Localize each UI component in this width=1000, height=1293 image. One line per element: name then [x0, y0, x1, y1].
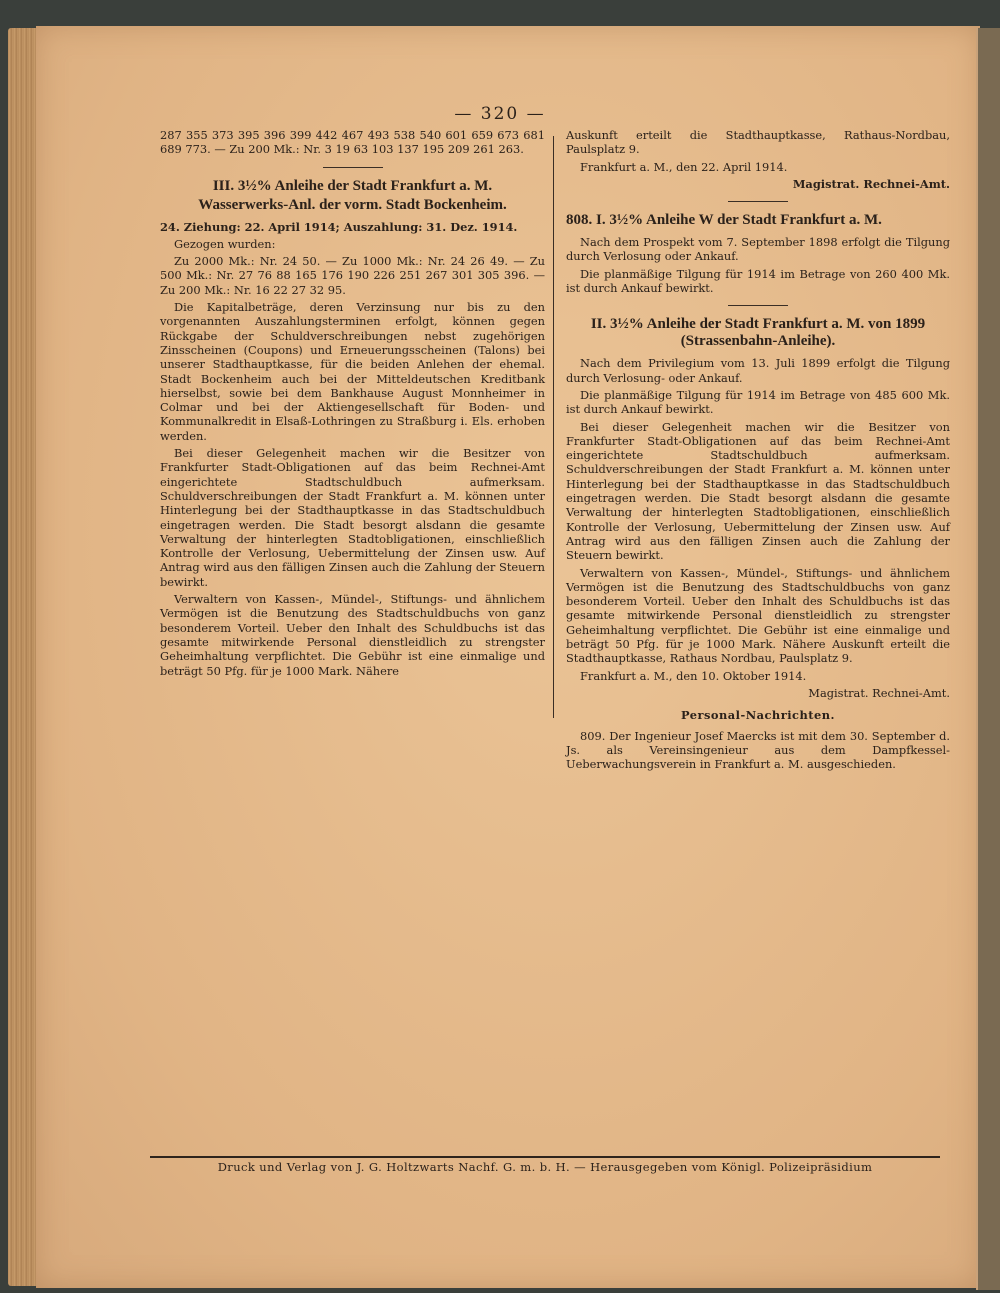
page-number: — 320 —	[454, 104, 546, 124]
gezogen-label: Gezogen wurden:	[174, 236, 276, 251]
paragraph: Bei dieser Gelegenheit machen wir die Besitzer von Frankfurter Stadt-Obligationen auf das beim Rechnei-Amt eingerichtete Stadtschuldbuch aufmerksam. Schuldverschreibungen der Stadt Frankfurt a. M. können unter Hinterlegung bei der Stadthauptkasse in das Stadtschuldbuch eingetragen werden. Die Stadt besorgt alsdann die gesamte Verwaltung der hinterlegten Stadtobligationen, einschließlich Kontrolle der Verlosung, Uebermittelung der Zinsen usw. Auf Antrag wird aus den fälligen Zinsen auch die Zahlung der Steuern bewirkt.	[566, 419, 950, 563]
paragraph: 809. Der Ingenieur Josef Maercks ist mit dem 30. September d. Js. als Vereinsingenieur aus dem Dampfkessel-Ueberwachungsverein in Frankfurt a. M. ausgeschieden.	[566, 728, 950, 772]
paragraph: Die planmäßige Tilgung für 1914 im Betrage von 260 400 Mk. ist durch Ankauf bewirkt.	[566, 266, 950, 296]
continuation-text: Auskunft erteilt die Stadthauptkasse, Rathaus-Nordbau, Paulsplatz 9.	[566, 128, 950, 157]
paragraph: Nach dem Prospekt vom 7. September 1898 erfolgt die Tilgung durch Verlosung oder Ankauf.	[566, 235, 950, 264]
paragraph: Die planmäßige Tilgung für 1914 im Betrage von 485 600 Mk. ist durch Ankauf bewirkt.	[566, 387, 950, 417]
paragraph: Verwaltern von Kassen-, Mündel-, Stiftungs- und ähnlichem Vermögen ist die Benutzung des Stadtschuldbuchs von ganz besonderem Vorteil. Ueber den Inhalt des Schuldbuchs ist das gesamte mitwirkende Personal dienstleidlich zu strengster Geheimhaltung verpflichtet. Die Gebühr ist eine einmalige und beträgt 50 Pfg. für je 1000 Mark. Nähere	[160, 592, 545, 678]
short-divider	[728, 201, 788, 202]
signature: Magistrat. Rechnei-Amt.	[808, 685, 950, 700]
drawn-numbers: Zu 2000 Mk.: Nr. 24 50. — Zu 1000 Mk.: Nr. 24 26 49. — Zu 500 Mk.: Nr. 27 76 88 165 176 190 226 251 267 301 305 396. — Zu 200 Mk.: Nr. 16 22 27 32 95.	[160, 254, 545, 297]
footer-rule	[150, 1156, 940, 1158]
right-column	[566, 128, 950, 774]
paragraph: Nach dem Privilegium vom 13. Juli 1899 erfolgt die Tilgung durch Verlosung- oder Ankauf.	[566, 356, 950, 385]
number-list: 287 355 373 395 396 399 442 467 493 538 540 601 659 673 681 689 773. — Zu 200 Mk.: Nr. 3 19 63 103 137 195 209 261 263.	[160, 128, 545, 157]
signature: Magistrat. Rechnei-Amt.	[792, 176, 950, 191]
ziehung-line: 24. Ziehung: 22. April 1914; Auszahlung: 31. Dez. 1914.	[160, 219, 518, 234]
section-subheading-iii: Wasserwerks-Anl. der vorm. Stadt Bockenheim.	[198, 196, 507, 213]
section-title-personal: Personal-Nachrichten.	[680, 708, 836, 723]
date-line: Frankfurt a. M., den 22. April 1914.	[580, 159, 788, 174]
left-column	[160, 128, 545, 681]
section-heading-iii: III. 3½% Anleihe der Stadt Frankfurt a. M.	[212, 177, 493, 194]
section-heading-808: 808. I. 3½% Anleihe W der Stadt Frankfurt a. M.	[566, 212, 882, 229]
short-divider	[323, 167, 383, 168]
paragraph: Bei dieser Gelegenheit machen wir die Besitzer von Frankfurter Stadt-Obligationen auf das beim Rechnei-Amt eingerichtete Stadtschuldbuch aufmerksam. Schuldverschreibungen der Stadt Frankfurt a. M. können unter Hinterlegung bei der Stadthauptkasse in das Stadtschuldbuch eingetragen werden. Die Stadt besorgt alsdann die gesamte Verwaltung der hinterlegten Stadtobligationen, einschließlich Kontrolle der Verlosung, Uebermittelung der Zinsen usw. Auf Antrag wird aus den fälligen Zinsen auch die Zahlung der Steuern bewirkt.	[160, 446, 545, 589]
paragraph: Die Kapitalbeträge, deren Verzinsung nur bis zu den vorgenannten Auszahlungsterminen erfolgt, können gegen Rückgabe der Schuldverschreibungen nebst zugehörigen Zinsscheinen (Coupons) und Erneuerungsscheinen (Talons) bei unserer Stadthauptkasse, für die beiden Anlehen der ehemal. Stadt Bockenheim auch bei der Mitteldeutschen Kreditbank hierselbst, sowie bei dem Bankhause August Monnheimer in Colmar und bei der Aktiengesellschaft für Boden- und Kommunalkredit in Elsaß-Lothringen zu Straßburg i. Els. erhoben werden.	[160, 300, 545, 443]
short-divider	[728, 305, 788, 306]
section-heading-ii: II. 3½% Anleihe der Stadt Frankfurt a. M. von 1899 (Strassenbahn-Anleihe).	[590, 316, 926, 350]
imprint-footer: Druck und Verlag von J. G. Holtzwarts Nachf. G. m. b. H. — Herausgegeben vom Königl. Polizeipräsidium	[217, 1160, 873, 1174]
paragraph: Verwaltern von Kassen-, Mündel-, Stiftungs- und ähnlichem Vermögen ist die Benutzung des Stadtschuldbuchs von ganz besonderem Vorteil. Ueber den Inhalt des Schuldbuchs ist das gesamte mitwirkende Personal dienstleidlich zu strengster Geheimhaltung verpflichtet. Die Gebühr ist eine einmalige und beträgt 50 Pfg. für je 1000 Mark. Nähere Auskunft erteilt die Stadthauptkasse, Rathaus Nordbau, Paulsplatz 9.	[566, 565, 950, 666]
facing-page-edge	[976, 28, 1000, 1290]
date-line: Frankfurt a. M., den 10. Oktober 1914.	[580, 668, 807, 683]
column-divider	[553, 136, 554, 718]
